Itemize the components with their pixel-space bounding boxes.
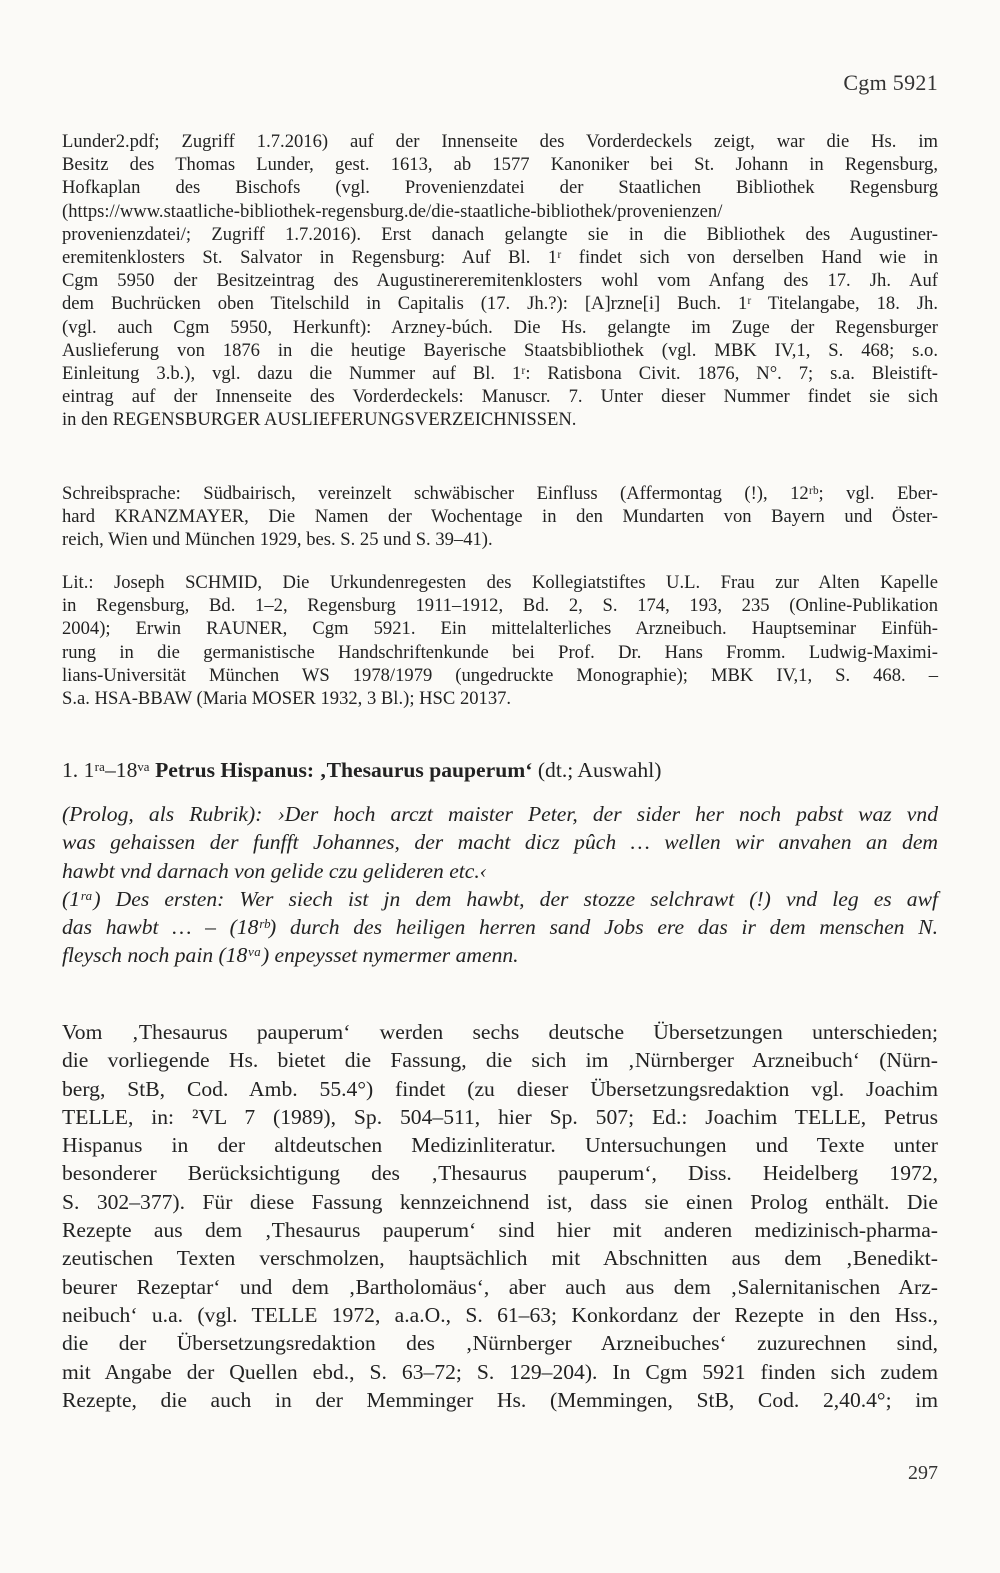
text-line: neibuch‘ u.a. (vgl. TELLE 1972, a.a.O., S. 61–63; Konkordanz der Rezepte in den Hss.,: [62, 1302, 938, 1327]
text-line: Hispanus in der altdeutschen Medizinliteratur. Untersuchungen und Texte unter: [62, 1133, 938, 1158]
text-line: (Prolog, als Rubrik): ›Der hoch arczt maister Peter, der sider her noch pabst waz vnd: [62, 802, 938, 826]
text-line: das hawbt … – (18ʳᵇ) durch des heiligen herren sand Jobs ere das ir dem menschen N.: [62, 915, 938, 940]
text-line: die vorliegende Hs. bietet die Fassung, die sich im ‚Nürnberger Arzneibuch‘ (Nürn-: [62, 1048, 938, 1073]
text-line: Hofkaplan des Bischofs (vgl. Provenienzdatei der Staatlichen Bibliothek Regensburg: [62, 177, 938, 199]
text-line: was gehaissen der funfft Johannes, der macht dicz pûch … wellen wir anvahen an dem: [62, 830, 938, 855]
text-line: Vom ‚Thesaurus pauperum‘ werden sechs deutsche Übersetzungen unterschieden;: [62, 1020, 938, 1044]
text-line: eintrag auf der Innenseite des Vorderdeckels: Manuscr. 7. Unter dieser Nummer findet sie sich: [62, 386, 938, 408]
text-line: Auslieferung von 1876 in die heutige Bayerische Staatsbibliothek (vgl. MBK IV,1, S. 468; s.o.: [62, 339, 938, 361]
text-line: in den REGENSBURGER AUSLIEFERUNGSVERZEICHNISSEN.: [62, 409, 577, 431]
running-head: Cgm 5921: [843, 70, 938, 95]
item-number: 1.: [62, 758, 79, 782]
text-line: S. 302–377). Für diese Fassung kennzeichnend ist, dass sie einen Prolog enthält. Die: [62, 1189, 938, 1214]
text-line: provenienzdatei/; Zugriff 1.7.2016). Erst danach gelangte sie in die Bibliothek des Augustiner-: [62, 223, 938, 245]
literature-paragraph: [62, 571, 938, 710]
text-line: S.a. HSA-BBAW (Maria MOSER 1932, 3 Bl.); HSC 20137.: [62, 688, 512, 710]
text-line: (1ʳᵃ) Des ersten: Wer siech ist jn dem hawbt, der stozze selchrawt (!) vnd leg es awf: [62, 886, 938, 911]
document-page: [62, 0, 938, 1573]
text-line: Einleitung 3.b.), vgl. dazu die Nummer auf Bl. 1ʳ: Ratisbona Civit. 1876, N°. 7; s.a. Bleistift-: [62, 363, 938, 385]
provenance-paragraph: [62, 130, 938, 432]
text-line: (https://www.staatliche-bibliothek-regensburg.de/die-staatliche-bibliothek/provenienzen/: [62, 200, 723, 222]
item-note: (dt.; Auswahl): [537, 758, 662, 782]
text-line: Besitz des Thomas Lunder, gest. 1613, ab 1577 Kanoniker bei St. Johann in Regensburg,: [62, 154, 938, 176]
text-line: eremitenklosters St. Salvator in Regensburg: Auf Bl. 1ʳ findet sich von derselben Hand wie in: [62, 247, 938, 269]
text-line: fleysch noch pain (18ᵛᵃ) enpeysset nymermer amenn.: [62, 943, 519, 968]
text-line: Lit.: Joseph SCHMID, Die Urkundenregesten des Kollegiatstiftes U.L. Frau zur Alten Kapelle: [62, 572, 938, 593]
text-line: (vgl. auch Cgm 5950, Herkunft): Arzney-búch. Die Hs. gelangte im Zuge der Regensburger: [62, 316, 938, 338]
text-line: mit Angabe der Quellen ebd., S. 63–72; S. 129–204). In Cgm 5921 finden sich zudem: [62, 1359, 938, 1384]
text-line: Schreibsprache: Südbairisch, vereinzelt schwäbischer Einfluss (Affermontag (!), 12ʳᵇ; vgl. Eber-: [62, 483, 938, 504]
text-line: hawbt vnd darnach von gelide czu gelideren etc.‹: [62, 858, 487, 883]
text-line: die der Übersetzungsredaktion des ‚Nürnberger Arzneibuches‘ zuzurechnen sind,: [62, 1331, 938, 1356]
incipit-block: [62, 800, 938, 970]
text-line: zeutischen Texten verschmolzen, hauptsächlich mit Abschnitten aus dem ‚Benedikt-: [62, 1246, 938, 1271]
text-line: reich, Wien und München 1929, bes. S. 25 und S. 39–41).: [62, 529, 493, 551]
schreibsprache-paragraph: [62, 482, 938, 552]
item-folios: 1ʳᵃ–18ᵛᵃ: [83, 758, 150, 782]
commentary-paragraph: [62, 1018, 938, 1414]
text-line: Lunder2.pdf; Zugriff 1.7.2016) auf der Innenseite des Vorderdeckels zeigt, war die Hs. im: [62, 131, 938, 152]
text-line: beurer Rezeptar‘ und dem ‚Bartholomäus‘, aber auch aus dem ‚Salernitanischen Arz-: [62, 1274, 938, 1299]
text-line: rung in die germanistische Handschriftenkunde bei Prof. Dr. Hans Fromm. Ludwig-Maximi-: [62, 641, 938, 663]
text-line: besonderer Berücksichtigung des ‚Thesaurus pauperum‘, Diss. Heidelberg 1972,: [62, 1161, 938, 1186]
text-line: hard KRANZMAYER, Die Namen der Wochentage in den Mundarten von Bayern und Öster-: [62, 506, 938, 528]
text-line: TELLE, in: ²VL 7 (1989), Sp. 504–511, hier Sp. 507; Ed.: Joachim TELLE, Petrus: [62, 1104, 938, 1129]
text-line: in Regensburg, Bd. 1–2, Regensburg 1911–1912, Bd. 2, S. 174, 193, 235 (Online-Publikation: [62, 595, 938, 617]
page-number: 297: [908, 1462, 938, 1484]
item-heading: [62, 755, 661, 785]
item-title: Petrus Hispanus: ‚Thesaurus pauperum‘: [155, 758, 533, 782]
text-line: Rezepte aus dem ‚Thesaurus pauperum‘ sind hier mit anderen medizinisch-pharma-: [62, 1218, 938, 1243]
text-line: Cgm 5950 der Besitzeintrag des Augustinereremitenklosters wohl vom Anfang des 17. Jh. Auf: [62, 270, 938, 292]
text-line: berg, StB, Cod. Amb. 55.4°) findet (zu dieser Übersetzungsredaktion vgl. Joachim: [62, 1076, 938, 1101]
text-line: dem Buchrücken oben Titelschild in Capitalis (17. Jh.?): [A]rzne[i] Buch. 1ʳ Titelangabe, 18. Jh.: [62, 293, 938, 315]
text-line: lians-Universität München WS 1978/1979 (ungedruckte Monographie); MBK IV,1, S. 468. –: [62, 664, 938, 686]
text-line: Rezepte, die auch in der Memminger Hs. (Memmingen, StB, Cod. 2,40.4°; im: [62, 1387, 938, 1412]
text-line: 2004); Erwin RAUNER, Cgm 5921. Ein mittelalterliches Arzneibuch. Hauptseminar Einfüh-: [62, 618, 938, 640]
